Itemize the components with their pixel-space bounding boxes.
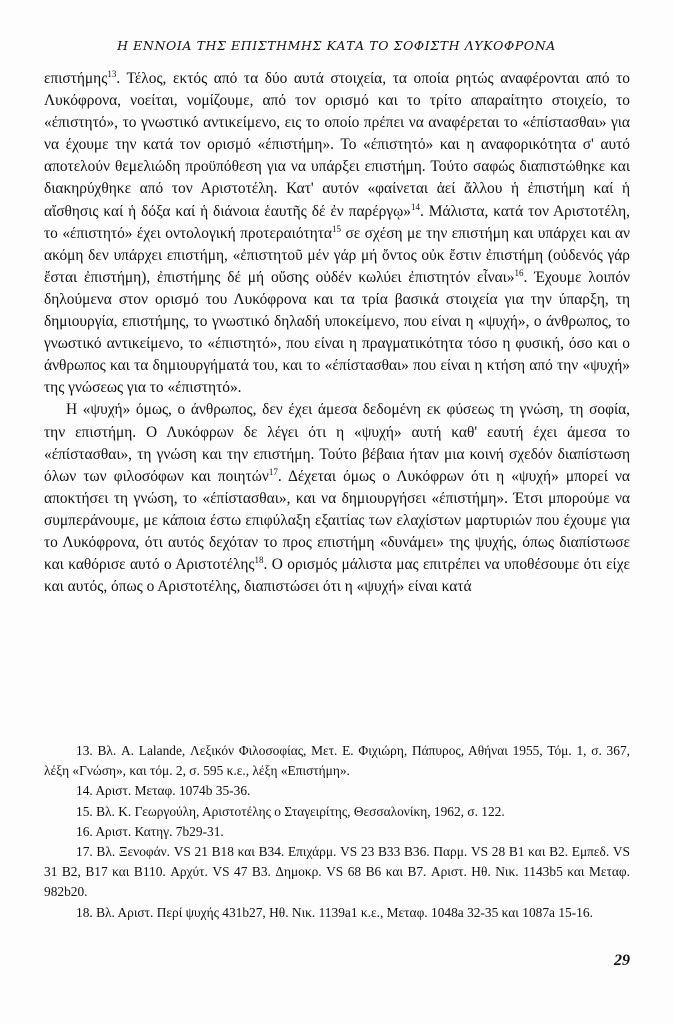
footnote: 13. Βλ. A. Lalande, Λεξικόν Φιλοσοφίας, Μετ. Ε. Φιχιώρη, Πάπυρος, Αθήναι 1955, Τόμ. 1, σ. 367, λέξη «Γνώση», και τόμ. 2, σ. 595 κ.ε., λέξη «Επιστήμη». (44, 743, 630, 779)
paragraph-text: Η «ψυχή» όμως, ο άνθρωπος, δεν έχει άμεσα δεδομένη εκ φύσεως τη γνώση, τη σοφία, την επιστήμη. Ο Λυκόφρων δε λέγει ότι η «ψυχή» αυτή καθ' εαυτή έχει άμεσα το «έπίστασθαι», τη γνώση και την επιστήμη. Τούτο βέβαια ήταν μια κοινή σχεδόν διαπίστωση όλων των φιλοσόφων και ποιητών (44, 401, 630, 485)
footnote-ref: 15 (332, 223, 341, 234)
paragraph (44, 68, 630, 399)
body-text (44, 68, 630, 598)
footnote: 18. Βλ. Αριστ. Περί ψυχής 431b27, Ηθ. Νικ. 1139a1 κ.ε., Μεταφ. 1048a 32-35 και 1087a 15-16. (76, 904, 593, 920)
paragraph-text: . Μάλιστα, κατά τον Αριστοτέλη, το «έπιστητό» έχει οντολογική προτεραιότητα (44, 202, 631, 242)
footnote: 17. Βλ. Ξενοφάν. VS 21 B18 και B34. Επιχάρμ. VS 23 B33 B36. Παρμ. VS 28 B1 και B2. Εμπεδ. VS 31 B2, B17 και B110. Αρχύτ. VS 47 B3. Δημοκρ. VS 68 B6 και B7. Αριστ. Ηθ. Νικ. 1143b5 και Μεταφ. 982b20. (44, 844, 630, 900)
footnote-ref: 16 (514, 267, 524, 278)
footnote: 14. Αριστ. Μεταφ. 1074b 35-36. (76, 783, 251, 799)
footnote: 16. Αριστ. Κατηγ. 7b29-31. (76, 823, 224, 839)
footnote-ref: 18 (254, 554, 264, 565)
paragraph-text: . Τέλος, εκτός από τα δύο αυτά στοιχεία, τα οποία ρητώς αναφέρονται από το Λυκόφρονα, νοείται, νομίζουμε, από τον ορισμό και το τρίτο απαραίτητο στοιχείο, το «έπιστητό», το γνωστικό αντικείμενο, εις το οποίο πρέπει να αναφέρεται το «έπίστασθαι» για να έχουμε την κατά τον ορισμό «έπιστήμη». Το «έπιστητό» και η αναφορικότητα σ' αυτό αποτελούν θεμελιώδη προϋπόθεση για να υπάρξει επιστήμη. Τούτο σαφώς διαπιστώθηκε και διακηρύχθηκε από τον Αριστοτέλη. Κατ' αυτόν «φαίνεται ἀεί ἄλλου ἡ ἐπιστήμη καί ἡ αἴσθησις καί ἡ δόξα καί ἡ διάνοια ἑαυτῆς δέ ἐν παρέργῳ» (44, 70, 630, 220)
page-number: 29 (614, 952, 630, 969)
footnote-ref: 17 (268, 466, 278, 477)
footnote-ref: 14 (410, 201, 420, 212)
paragraph-text: . Έχουμε λοιπόν δηλούμενα στον ορισμό του Λυκόφρονα και τα τρία βασικά στοιχεία για την ύπαρξη, τη δημιουργία, επιστήμης, το γνωστικό δηλαδή υποκείμενο, που είναι η «ψυχή», ο άνθρωπος, το γνωστικό αντικείμενο, το «έπιστητό», που είναι η πραγματικότητα τόσο η φυσική, όσο και ο άνθρωπος και τα δημιουργήματά του, και το «έπίστασθαι» που είναι η κτήση από την «ψυχή» της γνώσεως για το «έπιστητό». (44, 268, 631, 397)
footnotes (44, 741, 630, 923)
footnote-ref: 13 (107, 68, 117, 79)
footnote: 15. Βλ. Κ. Γεωργούλη, Αριστοτέλης ο Σταγειρίτης, Θεσσαλονίκη, 1962, σ. 122. (76, 803, 505, 819)
paragraph-text: επιστήμης (44, 70, 108, 87)
paragraph-text: σε σχέση με την επιστήμη και υπάρχει και αν ακόμη δεν υπάρχει επιστήμη, «ἐπιστητοῦ μέν γάρ μή ὄντος οὐκ ἔστιν ἐπιστήμη (οὐδενός γάρ ἔσται ἐπιστήμη), ἐπιστήμης δέ μή οὔσης οὐδέν κωλύει ἐπιστητόν εἶναι» (44, 224, 630, 286)
paragraph-text: . Ο ορισμός μάλιστα μας επιτρέπει να υποθέσουμε ότι είχε και αυτός, όπως ο Αριστοτέλης, διαπιστώσει ότι η «ψυχή» είναι κατά (44, 556, 630, 596)
paragraph-text: . Δέχεται όμως ο Λυκόφρων ότι η «ψυχή» μπορεί να αποκτήσει τη γνώση, το «έπίστασθαι», και να δημιουργήσει «έπιστήμη». Έτσι μπορούμε να συμπεράνουμε, με κάποια έστω επιφύλαξη εξαιτίας των ελαχίστων μαρτυριών που έχουμε για το Λυκόφρονα, ότι αυτός δεχόταν το προς επιστήμη «δυνάμει» της ψυχής, όπως διαπίστωσε και καθόρισε αυτό ο Αριστοτέλης (44, 467, 630, 574)
paragraph (44, 399, 630, 598)
running-head: Η ΕΝΝΟΙΑ ΤΗΣ ΕΠΙΣΤΗΜΗΣ ΚΑΤΑ ΤΟ ΣΟΦΙΣΤΗ ΛΥΚΟΦΡΟΝΑ (117, 38, 556, 53)
